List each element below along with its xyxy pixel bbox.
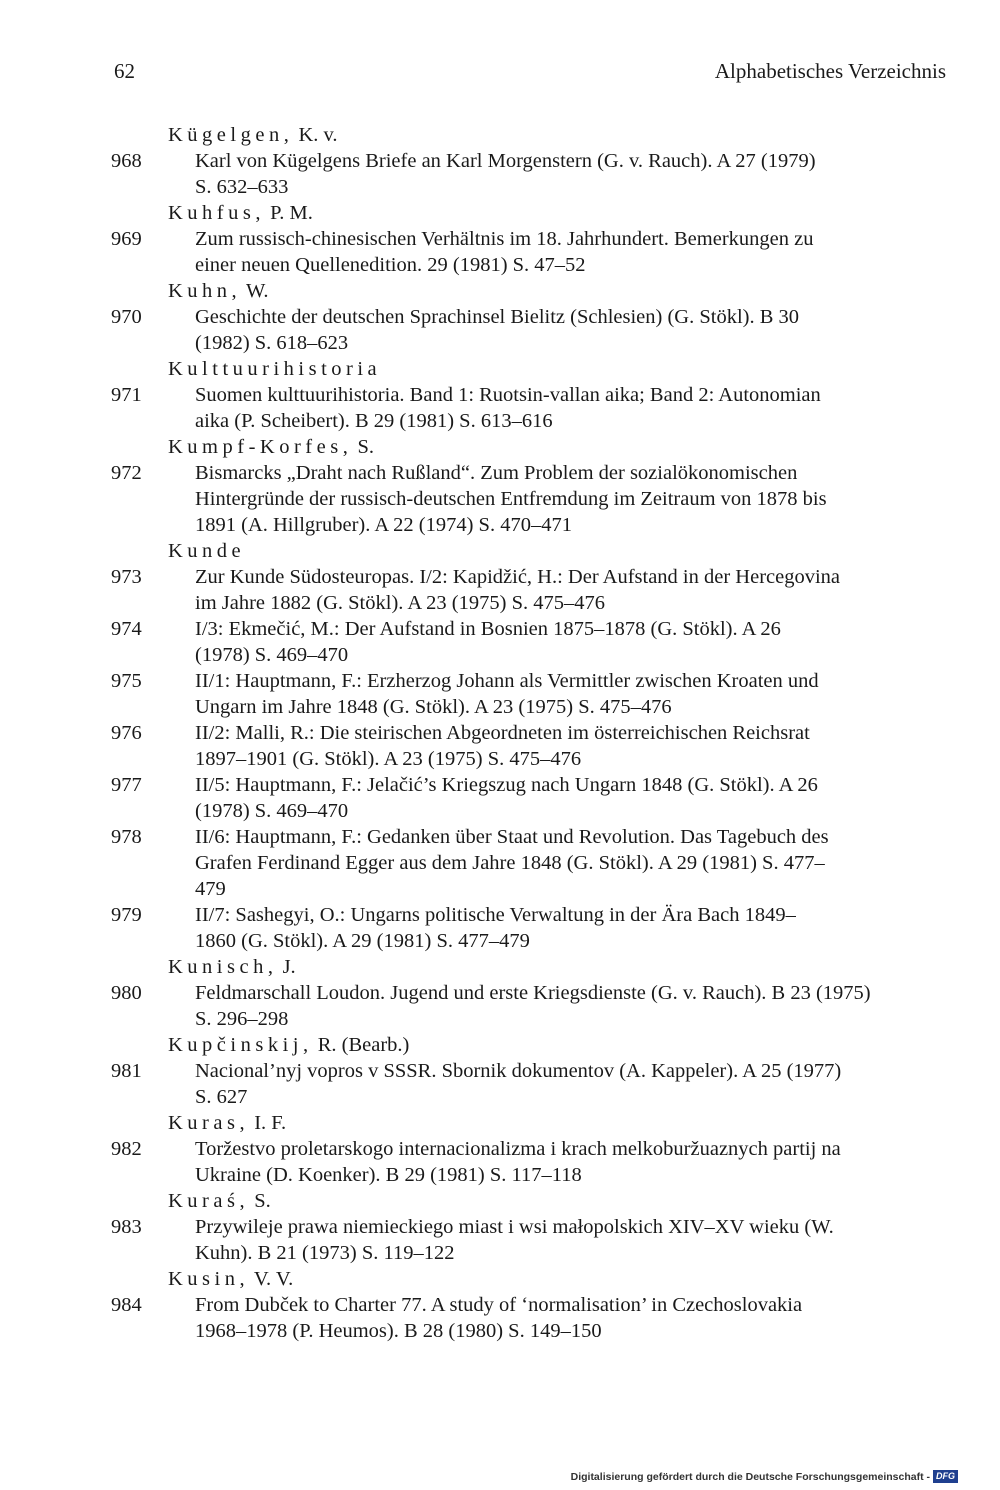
entry-text: [195, 616, 955, 668]
bibliography-entry: [0, 980, 1000, 1032]
entry-line: From Dubček to Charter 77. A study of ‘normalisation’ in Czechoslovakia: [195, 1294, 803, 1316]
bibliography-entry: [0, 720, 1000, 772]
entry-text: [195, 668, 955, 720]
entry-text: [195, 460, 955, 538]
entry-line: Przywileje prawa niemieckiego miast i wsi małopolskich XIV–XV wieku (W.: [195, 1216, 834, 1238]
author-heading: [168, 1110, 1000, 1136]
bibliography-entry: [0, 304, 1000, 356]
author-name: Kunisch,: [168, 956, 278, 978]
entry-number: 982: [111, 1138, 142, 1160]
entry-number: 970: [111, 306, 142, 328]
entry-line: einer neuen Quellenedition. 29 (1981) S. 47–52: [195, 254, 586, 276]
author-name: Kuraś,: [168, 1190, 250, 1212]
entry-line: (1982) S. 618–623: [195, 332, 349, 354]
entry-line: II/1: Hauptmann, F.: Erzherzog Johann als Vermittler zwischen Kroaten und: [195, 670, 819, 692]
entry-number: 978: [111, 826, 142, 848]
entry-line: Zur Kunde Südosteuropas. I/2: Kapidžić, H.: Der Aufstand in der Hercegovina: [195, 566, 841, 588]
entry-text: [195, 720, 955, 772]
entry-line: 1891 (A. Hillgruber). A 22 (1974) S. 470–471: [195, 514, 572, 536]
entry-line: Ungarn im Jahre 1848 (G. Stökl). A 23 (1975) S. 475–476: [195, 696, 672, 718]
author-initials: K. v.: [293, 124, 338, 146]
entry-line: (1978) S. 469–470: [195, 800, 349, 822]
entry-line: II/7: Sashegyi, O.: Ungarns politische Verwaltung in der Ära Bach 1849–: [195, 904, 796, 926]
author-heading: [168, 434, 1000, 460]
entry-number: 983: [111, 1216, 142, 1238]
entry-line: 1897–1901 (G. Stökl). A 23 (1975) S. 475–476: [195, 748, 582, 770]
author-name: Kuhfus,: [168, 202, 265, 224]
author-heading: [168, 1266, 1000, 1292]
entry-line: Grafen Ferdinand Egger aus dem Jahre 1848 (G. Stökl). A 29 (1981) S. 477–: [195, 852, 825, 874]
entry-line: S. 627: [195, 1086, 248, 1108]
entry-line: Suomen kulttuurihistoria. Band 1: Ruotsin-vallan aika; Band 2: Autonomian: [195, 384, 821, 406]
entry-line: 1968–1978 (P. Heumos). B 28 (1980) S. 149–150: [195, 1320, 602, 1342]
page-number: 62: [114, 59, 135, 83]
footer: [571, 1470, 958, 1483]
author-initials: P. M.: [264, 202, 313, 224]
bibliography-entry: [0, 668, 1000, 720]
entry-number: 981: [111, 1060, 142, 1082]
bibliography-entry: [0, 1136, 1000, 1188]
entry-line: 1860 (G. Stökl). A 29 (1981) S. 477–479: [195, 930, 530, 952]
bibliography-entry: [0, 148, 1000, 200]
bibliography-list: [0, 122, 1000, 1344]
entry-line: aika (P. Scheibert). B 29 (1981) S. 613–616: [195, 410, 553, 432]
author-heading: [168, 954, 1000, 980]
entry-text: [195, 226, 955, 278]
entry-number: 984: [111, 1294, 142, 1316]
entry-number: 968: [111, 150, 142, 172]
author-name: Kuras,: [168, 1112, 250, 1134]
author-name: Kulttuurihistoria: [168, 358, 382, 380]
author-initials: V. V.: [249, 1268, 294, 1290]
author-initials: W.: [241, 280, 269, 302]
bibliography-entry: [0, 772, 1000, 824]
entry-line: Nacional’nyj vopros v SSSR. Sbornik dokumentov (A. Kappeler). A 25 (1977): [195, 1060, 842, 1082]
entry-number: 977: [111, 774, 142, 796]
entry-line: Karl von Kügelgens Briefe an Karl Morgenstern (G. v. Rauch). A 27 (1979): [195, 150, 816, 172]
bibliography-entry: [0, 460, 1000, 538]
entry-number: 972: [111, 462, 142, 484]
entry-text: [195, 1292, 955, 1344]
entry-line: Toržestvo proletarskogo internacionalizma i krach melkoburžuaznych partij na: [195, 1138, 841, 1160]
entry-line: Kuhn). B 21 (1973) S. 119–122: [195, 1242, 455, 1264]
entry-line: II/6: Hauptmann, F.: Gedanken über Staat und Revolution. Das Tagebuch des: [195, 826, 829, 848]
author-name: Kuhn,: [168, 280, 242, 302]
dfg-logo: DFG: [933, 1470, 958, 1483]
entry-line: Feldmarschall Loudon. Jugend und erste Kriegsdienste (G. v. Rauch). B 23 (1975): [195, 982, 871, 1004]
author-initials: R. (Bearb.): [312, 1034, 410, 1056]
author-heading: [168, 122, 1000, 148]
entry-line: II/2: Malli, R.: Die steirischen Abgeordneten im österreichischen Reichsrat: [195, 722, 810, 744]
entry-text: [195, 902, 955, 954]
entry-text: [195, 148, 955, 200]
entry-text: [195, 382, 955, 434]
entry-text: [195, 824, 955, 902]
author-heading: [168, 1188, 1000, 1214]
entry-line: Geschichte der deutschen Sprachinsel Bielitz (Schlesien) (G. Stökl). B 30: [195, 306, 800, 328]
footer-credit: Digitalisierung gefördert durch die Deutsche Forschungsgemeinschaft -: [570, 1470, 930, 1483]
bibliography-entry: [0, 226, 1000, 278]
entry-line: II/5: Hauptmann, F.: Jelačić’s Kriegszug nach Ungarn 1848 (G. Stökl). A 26: [195, 774, 818, 796]
entry-text: [195, 564, 955, 616]
bibliography-entry: [0, 902, 1000, 954]
entry-number: 971: [111, 384, 142, 406]
author-name: Kumpf-Korfes,: [168, 436, 353, 458]
bibliography-entry: [0, 1058, 1000, 1110]
author-name: Kupčinskij,: [168, 1034, 313, 1056]
author-initials: J.: [277, 956, 296, 978]
entry-line: Zum russisch-chinesischen Verhältnis im 18. Jahrhundert. Bemerkungen zu: [195, 228, 814, 250]
author-name: Kusin,: [168, 1268, 250, 1290]
bibliography-entry: [0, 824, 1000, 902]
entry-line: S. 632–633: [195, 176, 289, 198]
entry-number: 973: [111, 566, 142, 588]
entry-text: [195, 772, 955, 824]
entry-line: Bismarcks „Draht nach Rußland“. Zum Problem der sozialökonomischen: [195, 462, 798, 484]
bibliography-entry: [0, 1292, 1000, 1344]
entry-number: 969: [111, 228, 142, 250]
author-heading: [168, 356, 1000, 382]
running-head: Alphabetisches Verzeichnis: [714, 59, 946, 83]
author-heading: [168, 538, 1000, 564]
entry-text: [195, 1058, 955, 1110]
entry-line: I/3: Ekmečić, M.: Der Aufstand in Bosnien 1875–1878 (G. Stökl). A 26: [195, 618, 781, 640]
author-heading: [168, 1032, 1000, 1058]
bibliography-entry: [0, 616, 1000, 668]
entry-number: 980: [111, 982, 142, 1004]
author-initials: S.: [249, 1190, 271, 1212]
author-initials: I. F.: [249, 1112, 287, 1134]
entry-number: 976: [111, 722, 142, 744]
entry-line: im Jahre 1882 (G. Stökl). A 23 (1975) S. 475–476: [195, 592, 605, 614]
bibliography-entry: [0, 564, 1000, 616]
entry-line: (1978) S. 469–470: [195, 644, 349, 666]
entry-line: 479: [195, 878, 226, 900]
author-initials: S.: [352, 436, 374, 458]
entry-line: Ukraine (D. Koenker). B 29 (1981) S. 117–118: [195, 1164, 582, 1186]
entry-line: Hintergründe der russisch-deutschen Entfremdung im Zeitraum von 1878 bis: [195, 488, 827, 510]
entry-number: 975: [111, 670, 142, 692]
author-name: Kunde: [168, 540, 246, 562]
author-heading: [168, 200, 1000, 226]
entry-text: [195, 980, 955, 1032]
entry-text: [195, 1214, 955, 1266]
entry-text: [195, 304, 955, 356]
entry-text: [195, 1136, 955, 1188]
bibliography-entry: [0, 1214, 1000, 1266]
bibliography-entry: [0, 382, 1000, 434]
entry-line: S. 296–298: [195, 1008, 289, 1030]
author-heading: [168, 278, 1000, 304]
entry-number: 979: [111, 904, 142, 926]
author-name: Kügelgen,: [168, 124, 294, 146]
entry-number: 974: [111, 618, 142, 640]
